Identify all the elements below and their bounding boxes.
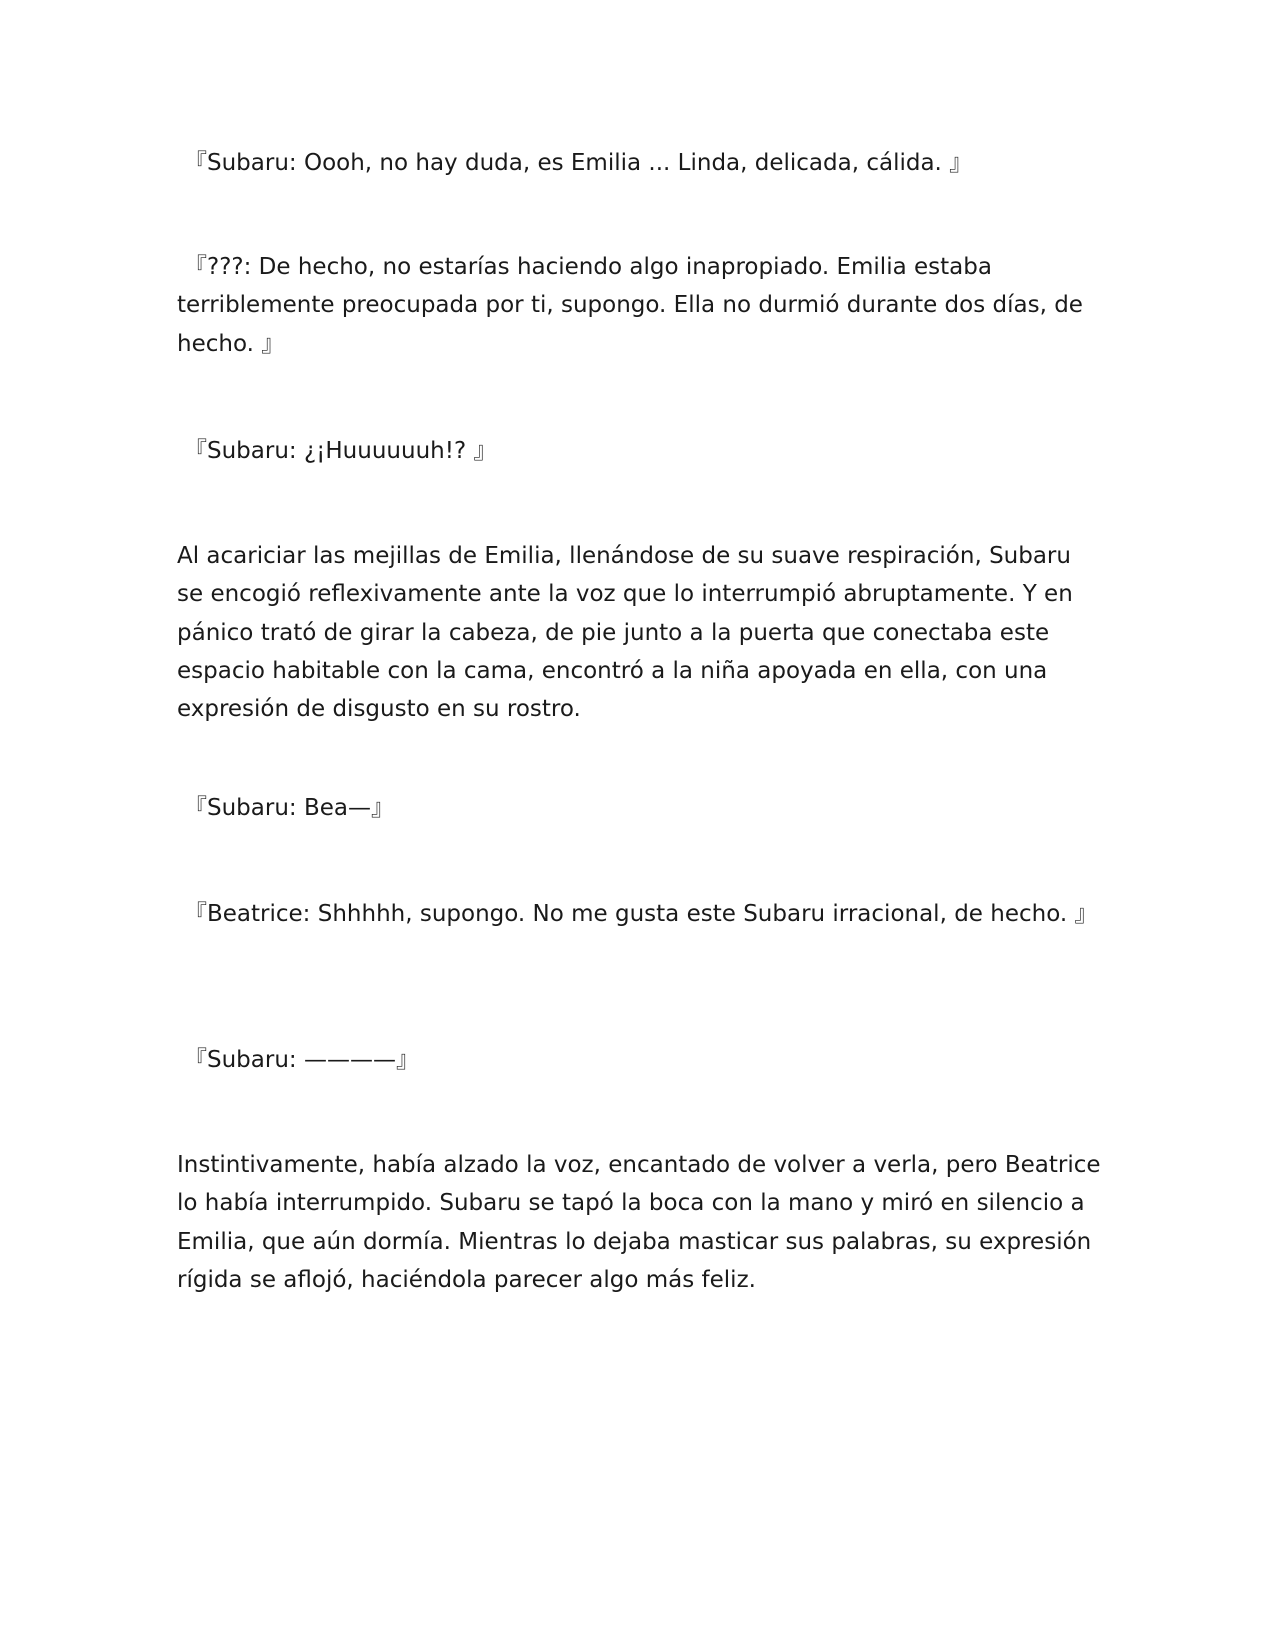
- dialogue-unknown: 『???: De hecho, no estarías haciendo algo inapropiado. Emilia estaba terriblemente preocupada por ti, supongo. Ella no durmió durante dos días, de hecho. 』: [177, 254, 1083, 357]
- narration-paragraph-2: Instintivamente, había alzado la voz, encantado de volver a verla, pero Beatrice lo había interrumpido. Subaru se tapó la boca con la mano y miró en silencio a Emilia, que aún dormía. Mientras lo dejaba masticar sus palabras, su expresión rígida se aflojó, haciéndola parecer algo más feliz.: [177, 1152, 1101, 1293]
- dialogue-subaru-2: 『Subaru: ¿¡Huuuuuuh!? 』: [184, 438, 497, 464]
- dialogue-subaru-1: 『Subaru: Oooh, no hay duda, es Emilia ... Linda, delicada, cálida. 』: [184, 150, 973, 176]
- dialogue-subaru-4: 『Subaru: ————』: [184, 1047, 419, 1073]
- narration-paragraph-1: Al acariciar las mejillas de Emilia, llenándose de su suave respiración, Subaru se encogió reflexivamente ante la voz que lo interrumpió abruptamente. Y en pánico trató de girar la cabeza, de pie junto a la puerta que conectaba este espacio habitable con la cama, encontró a la niña apoyada en ella, con una expresión de disgusto en su rostro.: [177, 543, 1073, 723]
- dialogue-beatrice: 『Beatrice: Shhhhh, supongo. No me gusta este Subaru irracional, de hecho. 』: [184, 901, 1098, 927]
- dialogue-subaru-3: 『Subaru: Bea—』: [184, 795, 394, 821]
